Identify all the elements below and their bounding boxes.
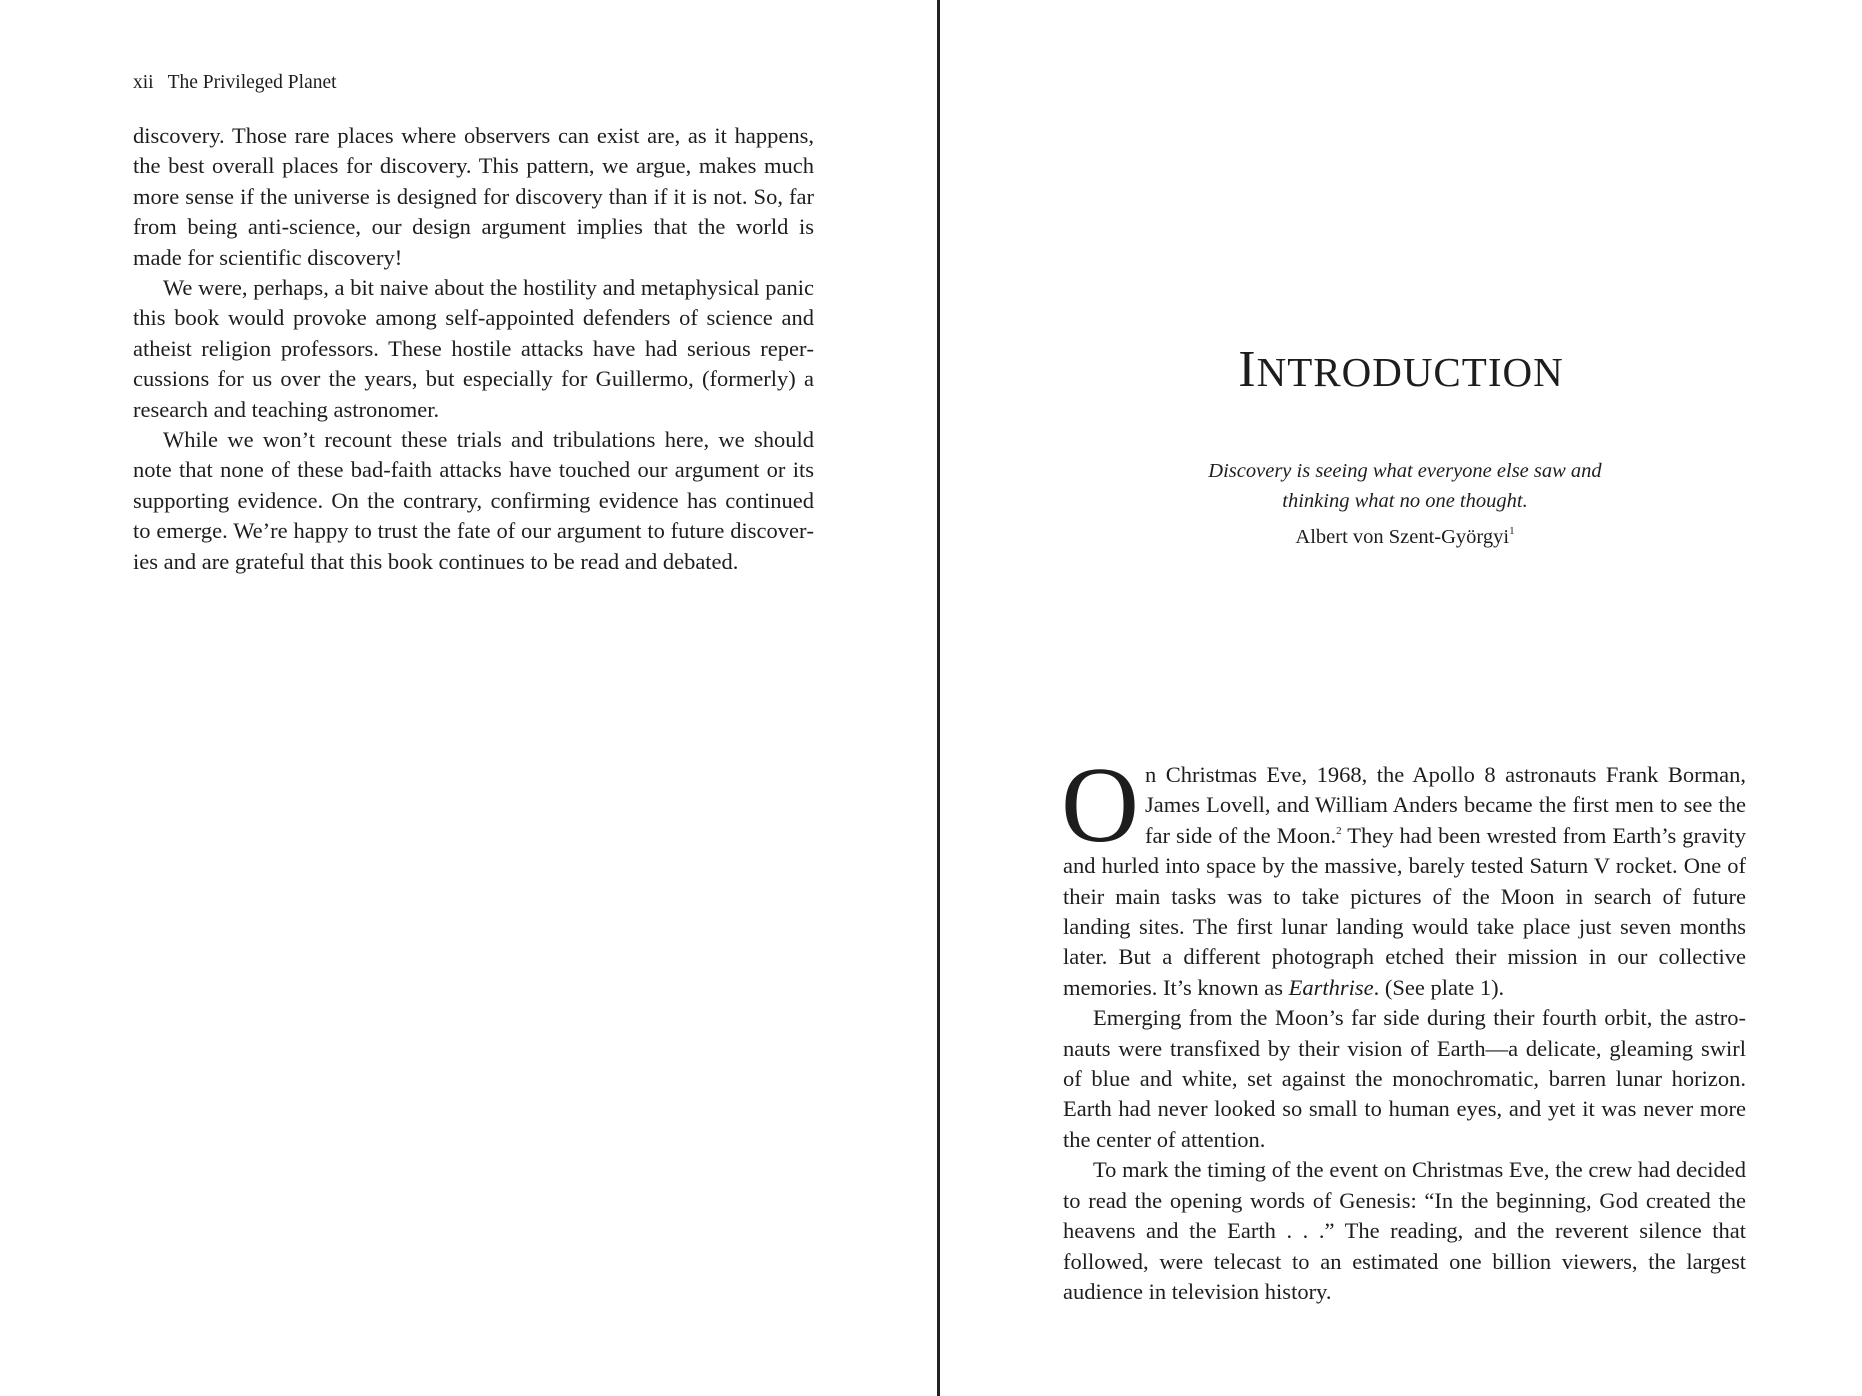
attribution-name: Albert von Szent-Györgyi xyxy=(1295,526,1510,548)
book-title: The Privileged Planet xyxy=(167,72,337,93)
paragraph-text: They had been wrested from Earth’s gravity and hurled into space by the massive, barely tested Saturn V rocket. One of their main tasks was to take pictures of the Moon in search of future landing sites. The first lunar landing would take place just seven months later. But a different photograph etched their mission in our collective memories. It’s known as xyxy=(1063,822,1746,1000)
footnote-ref: 1 xyxy=(1509,525,1515,537)
chapter-title xyxy=(940,340,1862,402)
page-number: xii xyxy=(133,72,154,93)
epigraph xyxy=(1150,456,1660,552)
paragraph: discovery. Those rare places where observers can exist are, as it happens, the best overall places for discovery. This pattern, we argue, makes much more sense if the universe is designed for discovery than if it is not. So, far from being anti-science, our design argument implies that the world is made for scientific discovery! xyxy=(133,123,814,270)
paragraph: To mark the timing of the event on Christmas Eve, the crew had decided to read the opening words of Genesis: “In the beginning, God created the heavens and the Earth . . .” The reading, and the reverent silence that followed, were telecast to an estimated one billion viewers, the largest audience in television history. xyxy=(1063,1157,1746,1304)
running-head xyxy=(133,71,337,95)
left-body-text xyxy=(133,121,814,577)
paragraph-text: n Christmas Eve, 1968, the Apollo 8 astronauts Frank Borman, James Lovell, and William Anders became the first men to see the far side of the Moon. xyxy=(1145,762,1746,848)
epigraph-line: thinking what no one thought. xyxy=(1282,490,1528,512)
opening-paragraph xyxy=(1061,746,1746,1003)
epigraph-line: Discovery is seeing what everyone else saw and xyxy=(1208,460,1602,482)
italic-title: Earthrise xyxy=(1288,974,1374,1000)
paragraph-text: . (See plate 1). xyxy=(1373,974,1505,1000)
right-body-text xyxy=(1061,746,1746,1307)
drop-cap: O xyxy=(1061,746,1139,865)
paragraph: Emerging from the Moon’s far side during their fourth orbit, the astronauts were transfixed by their vision of Earth—a delicate, gleaming swirl of blue and white, set against the monochromatic, barren lunar horizon. Earth had never looked so small to human eyes, and yet it was never more the center of attention. xyxy=(1063,1005,1746,1152)
chapter-title-rest: NTRODUCTION xyxy=(1256,349,1564,395)
paragraph: While we won’t recount these trials and tribulations here, we should note that none of these bad-faith attacks have touched our argument or its supporting evidence. On the contrary, confirming evidence has continued to emerge. We’re happy to trust the fate of our argument to future discoveries and are grateful that this book continues to be read and debated. xyxy=(133,427,814,574)
chapter-title-initial: I xyxy=(1238,341,1257,398)
footnote-ref: 2 xyxy=(1336,824,1342,837)
epigraph-attribution xyxy=(1150,522,1660,552)
paragraph: We were, perhaps, a bit naive about the hostility and metaphysical panic this book would provoke among self-appointed defenders of science and atheist religion professors. These hostile attacks have had serious repercussions for us over the years, but especially for Guillermo, (formerly) a research and teaching astronomer. xyxy=(133,275,814,422)
